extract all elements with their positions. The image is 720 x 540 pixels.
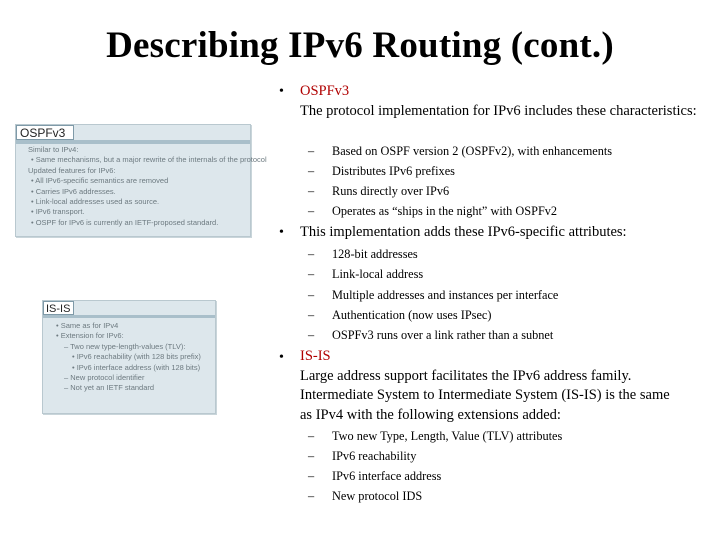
dash: – [308,288,315,302]
sub-item: IPv6 interface address [332,469,442,483]
sub-item: New protocol IDS [332,489,423,503]
dash: – [308,204,315,218]
sub-item: Link-local address [332,267,424,281]
panel-line: – Two new type-length-values (TLV): [64,341,186,351]
panel-line: • OSPF for IPv6 is currently an IETF-proposed standard. [31,217,219,227]
bullet-isis [300,347,685,425]
sub-item: Two new Type, Length, Value (TLV) attributes [332,429,563,443]
dash: – [308,308,315,322]
sub-item: IPv6 reachability [332,449,417,463]
ospfv3-panel-header: OSPFv3 [16,125,74,140]
dash: – [308,144,315,158]
isis-sublist [308,426,688,508]
sub-item: Distributes IPv6 prefixes [332,164,455,178]
panel-line: Similar to IPv4: [28,145,79,154]
sub-item: Multiple addresses and instances per interface [332,288,559,302]
dash: – [308,247,315,261]
panel-line: • IPv6 interface address (with 128 bits) [72,362,201,372]
panel-line: • Same mechanisms, but a major rewrite of the internals of the protocol [31,155,267,165]
panel-line: • All IPv6-specific semantics are removed [31,176,169,186]
bullet-text: This implementation adds these IPv6-specific attributes: [300,224,627,240]
bullet-ospfv3 [300,82,700,121]
panel-line: – Not yet an IETF standard [64,383,155,393]
sub-item: Runs directly over IPv6 [332,184,450,198]
panel-line: • Link-local addresses used as source. [31,197,160,207]
bullet-text: Large address support facilitates the IPv6 address family. Intermediate System to Intermediate System (IS-IS) is the same as IPv4 with the following extensions added: [300,367,670,423]
sub-item: Based on OSPF version 2 (OSPFv2), with enhancements [332,144,613,158]
panel-line: • Carries IPv6 addresses. [31,186,116,196]
dash: – [308,469,315,483]
panel-line: – New protocol identifier [64,373,145,383]
panel-line: Updated features for IPv6: [28,165,116,175]
sub-item: Operates as “ships in the night” with OSPFv2 [332,204,558,218]
dash: – [308,328,315,342]
bullet-heading: IS-IS [300,348,331,364]
dash: – [308,449,315,463]
slide-title: Describing IPv6 Routing (cont.) [106,25,614,66]
panel-line: • IPv6 transport. [31,207,85,217]
attributes-sublist [308,244,688,346]
bullet-text: The protocol implementation for IPv6 includes these characteristics: [300,102,697,119]
panel-line: • Extension for IPv6: [56,331,124,341]
bullet-dot: • [279,225,284,240]
bullet-dot: • [279,350,284,365]
dash: – [308,184,315,198]
bullet-dot: • [279,84,284,99]
dash: – [308,267,315,281]
dash: – [308,164,315,178]
panel-line: • IPv6 reachability (with 128 bits prefix) [72,352,201,362]
dash: – [308,489,315,503]
sub-item: 128-bit addresses [332,247,418,261]
bullet-attributes [300,223,700,243]
panel-line: • Same as for IPv4 [56,321,119,330]
isis-panel-header: IS-IS [43,301,74,315]
dash: – [308,429,315,443]
sub-item: Authentication (now uses IPsec) [332,308,492,322]
bullet-heading: OSPFv3 [300,83,350,99]
ospfv3-sublist [308,141,688,223]
sub-item: OSPFv3 runs over a link rather than a subnet [332,328,554,342]
